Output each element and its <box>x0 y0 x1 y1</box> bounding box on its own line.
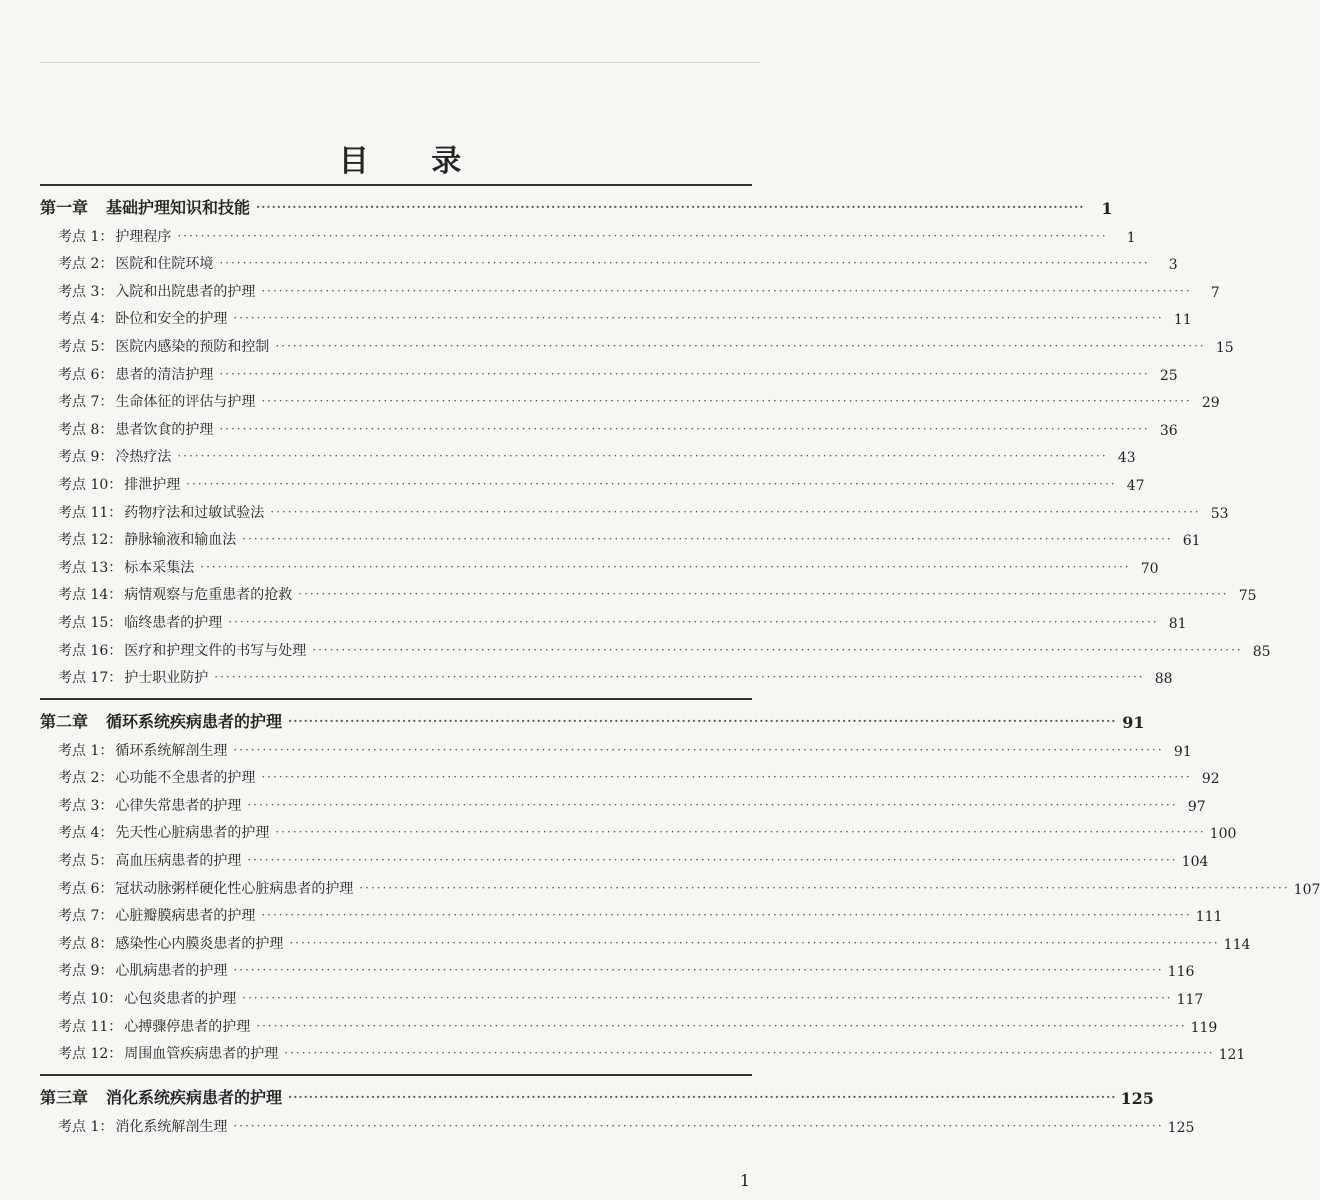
entry-title: 医疗和护理文件的书写与处理 <box>124 642 307 659</box>
dot-leader: ································································································································································ <box>242 532 1173 547</box>
chapter-title: 消化系统疾病患者的护理 <box>106 1088 283 1108</box>
toc-entry[interactable] <box>40 632 1271 660</box>
dot-leader: ································································································································································ <box>256 1018 1187 1033</box>
entry-page: 114 <box>1223 936 1251 953</box>
toc-entry[interactable] <box>40 1008 1218 1036</box>
entry-label: 考点 8： <box>58 935 114 952</box>
dot-leader: ································································································································································ <box>214 670 1145 685</box>
entry-title: 心肌病患者的护理 <box>115 963 228 980</box>
dot-leader: ································································································································································ <box>261 770 1192 785</box>
entry-title: 心包炎患者的护理 <box>124 991 237 1008</box>
entry-page: 70 <box>1140 560 1159 577</box>
toc-entry[interactable] <box>40 411 1178 439</box>
toc-entry[interactable] <box>40 660 1173 688</box>
header-rule <box>40 62 760 63</box>
dot-leader: ································································································································································ <box>228 614 1159 629</box>
entry-title: 心脏瓣膜病患者的护理 <box>115 908 256 925</box>
entry-label: 考点 2： <box>58 770 114 787</box>
dot-leader: ································································································································································ <box>288 1090 1117 1105</box>
entry-page: 1 <box>1126 229 1136 246</box>
toc-entry[interactable] <box>40 898 1223 926</box>
entry-title: 患者饮食的护理 <box>115 421 214 438</box>
entry-title: 静脉输液和输血法 <box>124 532 237 549</box>
entry-label: 考点 1： <box>58 1118 114 1135</box>
entry-title: 感染性心内膜炎患者的护理 <box>115 935 284 952</box>
entry-page: 25 <box>1159 367 1178 384</box>
dot-leader: ································································································································································ <box>288 714 1117 729</box>
dot-leader: ································································································································································ <box>177 449 1108 464</box>
entry-label: 考点 16： <box>58 642 123 659</box>
toc-entry[interactable] <box>40 301 1192 329</box>
entry-label: 考点 6： <box>58 366 114 383</box>
toc-entry[interactable] <box>40 787 1206 815</box>
entry-label: 考点 9： <box>58 963 114 980</box>
dot-leader: ································································································································································ <box>261 908 1192 923</box>
entry-label: 考点 17： <box>58 670 123 687</box>
toc-entry[interactable] <box>40 273 1220 301</box>
entry-label: 考点 5： <box>58 853 114 870</box>
page-number: 1 <box>739 1171 750 1190</box>
dot-leader: ································································································································································ <box>298 587 1229 602</box>
entry-title: 心功能不全患者的护理 <box>115 770 256 787</box>
toc-entry[interactable] <box>40 328 1234 356</box>
toc-entry[interactable] <box>40 732 1192 760</box>
toc-entry[interactable] <box>40 356 1178 384</box>
entry-title: 医院内感染的预防和控制 <box>115 338 270 355</box>
chapter-number: 第三章 <box>40 1088 89 1108</box>
dot-leader: ································································································································································ <box>247 853 1178 868</box>
entry-page: 36 <box>1159 422 1178 439</box>
dot-leader: ································································································································································ <box>256 200 1085 214</box>
chapter-page: 1 <box>1101 199 1113 218</box>
entry-title: 临终患者的护理 <box>124 614 223 631</box>
dot-leader: ································································································································································ <box>233 742 1164 757</box>
dot-leader: ································································································································································ <box>359 880 1290 895</box>
chapter-page: 125 <box>1120 1089 1154 1109</box>
entry-page: 47 <box>1126 477 1145 494</box>
toc-entry[interactable] <box>40 549 1159 577</box>
chapter-heading[interactable] <box>40 184 1113 218</box>
toc-entry[interactable] <box>40 1108 1195 1136</box>
entry-page: 15 <box>1215 339 1234 356</box>
dot-leader: ································································································································································ <box>284 1046 1215 1061</box>
entry-label: 考点 13： <box>58 559 123 576</box>
entry-label: 考点 1： <box>58 228 114 245</box>
entry-title: 入院和出院患者的护理 <box>115 283 256 300</box>
entry-title: 冠状动脉粥样硬化性心脏病患者的护理 <box>115 880 354 897</box>
chapter-number: 第二章 <box>40 712 89 732</box>
entry-label: 考点 14： <box>58 587 123 604</box>
dot-leader: ································································································································································ <box>219 256 1150 271</box>
chapter-number: 第一章 <box>40 198 89 217</box>
entry-page: 88 <box>1154 671 1173 688</box>
entry-title: 消化系统解剖生理 <box>115 1118 228 1135</box>
table-of-contents <box>40 184 1320 1136</box>
entry-title: 周围血管疾病患者的护理 <box>124 1046 279 1063</box>
dot-leader: ································································································································································ <box>261 283 1192 298</box>
dot-leader: ································································································································································ <box>219 366 1150 381</box>
entry-page: 97 <box>1187 798 1206 815</box>
toc-entry[interactable] <box>40 760 1220 788</box>
entry-page: 7 <box>1210 284 1220 301</box>
entry-page: 61 <box>1182 533 1201 550</box>
entry-label: 考点 5： <box>58 338 114 355</box>
entry-page: 111 <box>1195 909 1223 926</box>
entry-label: 考点 7： <box>58 394 114 411</box>
toc-entry[interactable] <box>40 1036 1246 1064</box>
dot-leader: ································································································································································ <box>275 338 1206 353</box>
dot-leader: ································································································································································ <box>289 935 1220 950</box>
entry-page: 119 <box>1190 1019 1218 1036</box>
toc-entry[interactable] <box>40 439 1136 467</box>
dot-leader: ································································································································································ <box>261 394 1192 409</box>
entry-label: 考点 11： <box>58 504 123 521</box>
toc-entry[interactable] <box>40 384 1220 412</box>
entry-label: 考点 6： <box>58 880 114 897</box>
entry-label: 考点 7： <box>58 908 114 925</box>
entry-title: 生命体征的评估与护理 <box>115 394 256 411</box>
entry-label: 考点 10： <box>58 991 123 1008</box>
entry-label: 考点 4： <box>58 311 114 328</box>
dot-leader: ································································································································································ <box>270 504 1201 519</box>
toc-entry[interactable] <box>40 246 1178 274</box>
toc-entry[interactable] <box>40 925 1251 953</box>
entry-title: 卧位和安全的护理 <box>115 311 228 328</box>
dot-leader: ································································································································································ <box>247 797 1178 812</box>
entry-label: 考点 12： <box>58 532 123 549</box>
entry-title: 标本采集法 <box>124 559 195 576</box>
entry-page: 85 <box>1252 643 1271 660</box>
entry-page: 107 <box>1293 881 1320 898</box>
entry-page: 117 <box>1176 992 1204 1009</box>
dot-leader: ································································································································································ <box>200 559 1131 574</box>
entry-label: 考点 2： <box>58 256 114 273</box>
chapter-title: 循环系统疾病患者的护理 <box>106 712 283 732</box>
entry-page: 43 <box>1117 450 1136 467</box>
entry-title: 排泄护理 <box>124 476 181 493</box>
toc-entry[interactable] <box>40 815 1237 843</box>
toc-entry[interactable] <box>40 604 1187 632</box>
toc-entry[interactable] <box>40 577 1257 605</box>
entry-label: 考点 11： <box>58 1018 123 1035</box>
entry-label: 考点 9： <box>58 449 114 466</box>
entry-page: 121 <box>1218 1047 1246 1064</box>
toc-entry[interactable] <box>40 494 1229 522</box>
entry-page: 81 <box>1168 615 1187 632</box>
entry-title: 护士职业防护 <box>124 670 209 687</box>
chapter-page: 91 <box>1122 713 1145 733</box>
toc-entry[interactable] <box>40 218 1136 246</box>
chapter-heading[interactable] <box>40 1074 1154 1109</box>
entry-page: 92 <box>1201 771 1220 788</box>
entry-page: 116 <box>1167 964 1195 981</box>
entry-page: 75 <box>1238 588 1257 605</box>
entry-label: 考点 10： <box>58 476 123 493</box>
toc-entry[interactable] <box>40 870 1320 898</box>
entry-page: 104 <box>1181 854 1209 871</box>
entry-label: 考点 15： <box>58 614 123 631</box>
entry-page: 91 <box>1173 743 1192 760</box>
entry-title: 病情观察与危重患者的抢救 <box>124 587 293 604</box>
entry-title: 高血压病患者的护理 <box>115 853 242 870</box>
chapter-title: 基础护理知识和技能 <box>106 198 251 217</box>
entry-title: 循环系统解剖生理 <box>115 742 228 759</box>
entry-title: 医院和住院环境 <box>115 256 214 273</box>
toc-entry[interactable] <box>40 980 1204 1009</box>
entry-title: 心律失常患者的护理 <box>115 797 242 814</box>
entry-title: 心搏骤停患者的护理 <box>124 1018 251 1035</box>
entry-page: 125 <box>1167 1119 1195 1136</box>
entry-page: 100 <box>1209 826 1237 843</box>
toc-entry[interactable] <box>40 842 1209 871</box>
entry-label: 考点 1： <box>58 742 114 759</box>
dot-leader: ································································································································································ <box>233 1118 1164 1133</box>
entry-label: 考点 4： <box>58 825 114 842</box>
entry-label: 考点 3： <box>58 797 114 814</box>
dot-leader: ································································································································································ <box>186 476 1117 491</box>
dot-leader: ································································································································································ <box>233 963 1164 978</box>
entry-page: 53 <box>1210 505 1229 522</box>
entry-title: 先天性心脏病患者的护理 <box>115 825 270 842</box>
entry-title: 护理程序 <box>115 228 172 245</box>
toc-entry[interactable] <box>40 466 1145 494</box>
dot-leader: ································································································································································ <box>312 642 1243 657</box>
toc-entry[interactable] <box>40 953 1195 981</box>
toc-entry[interactable] <box>40 522 1201 550</box>
entry-title: 患者的清洁护理 <box>115 366 214 383</box>
dot-leader: ································································································································································ <box>219 421 1150 436</box>
dot-leader: ································································································································································ <box>242 991 1173 1006</box>
entry-page: 3 <box>1168 257 1178 274</box>
entry-page: 29 <box>1201 395 1220 412</box>
dot-leader: ································································································································································ <box>275 825 1206 840</box>
entry-label: 考点 8： <box>58 421 114 438</box>
entry-page: 11 <box>1173 312 1192 329</box>
chapter-heading[interactable] <box>40 698 1145 733</box>
entry-label: 考点 3： <box>58 283 114 300</box>
page-title: 目 录 <box>338 144 488 180</box>
dot-leader: ································································································································································ <box>177 228 1108 243</box>
entry-label: 考点 12： <box>58 1046 123 1063</box>
entry-title: 药物疗法和过敏试验法 <box>124 504 265 521</box>
entry-title: 冷热疗法 <box>115 449 172 466</box>
dot-leader: ································································································································································ <box>233 311 1164 326</box>
